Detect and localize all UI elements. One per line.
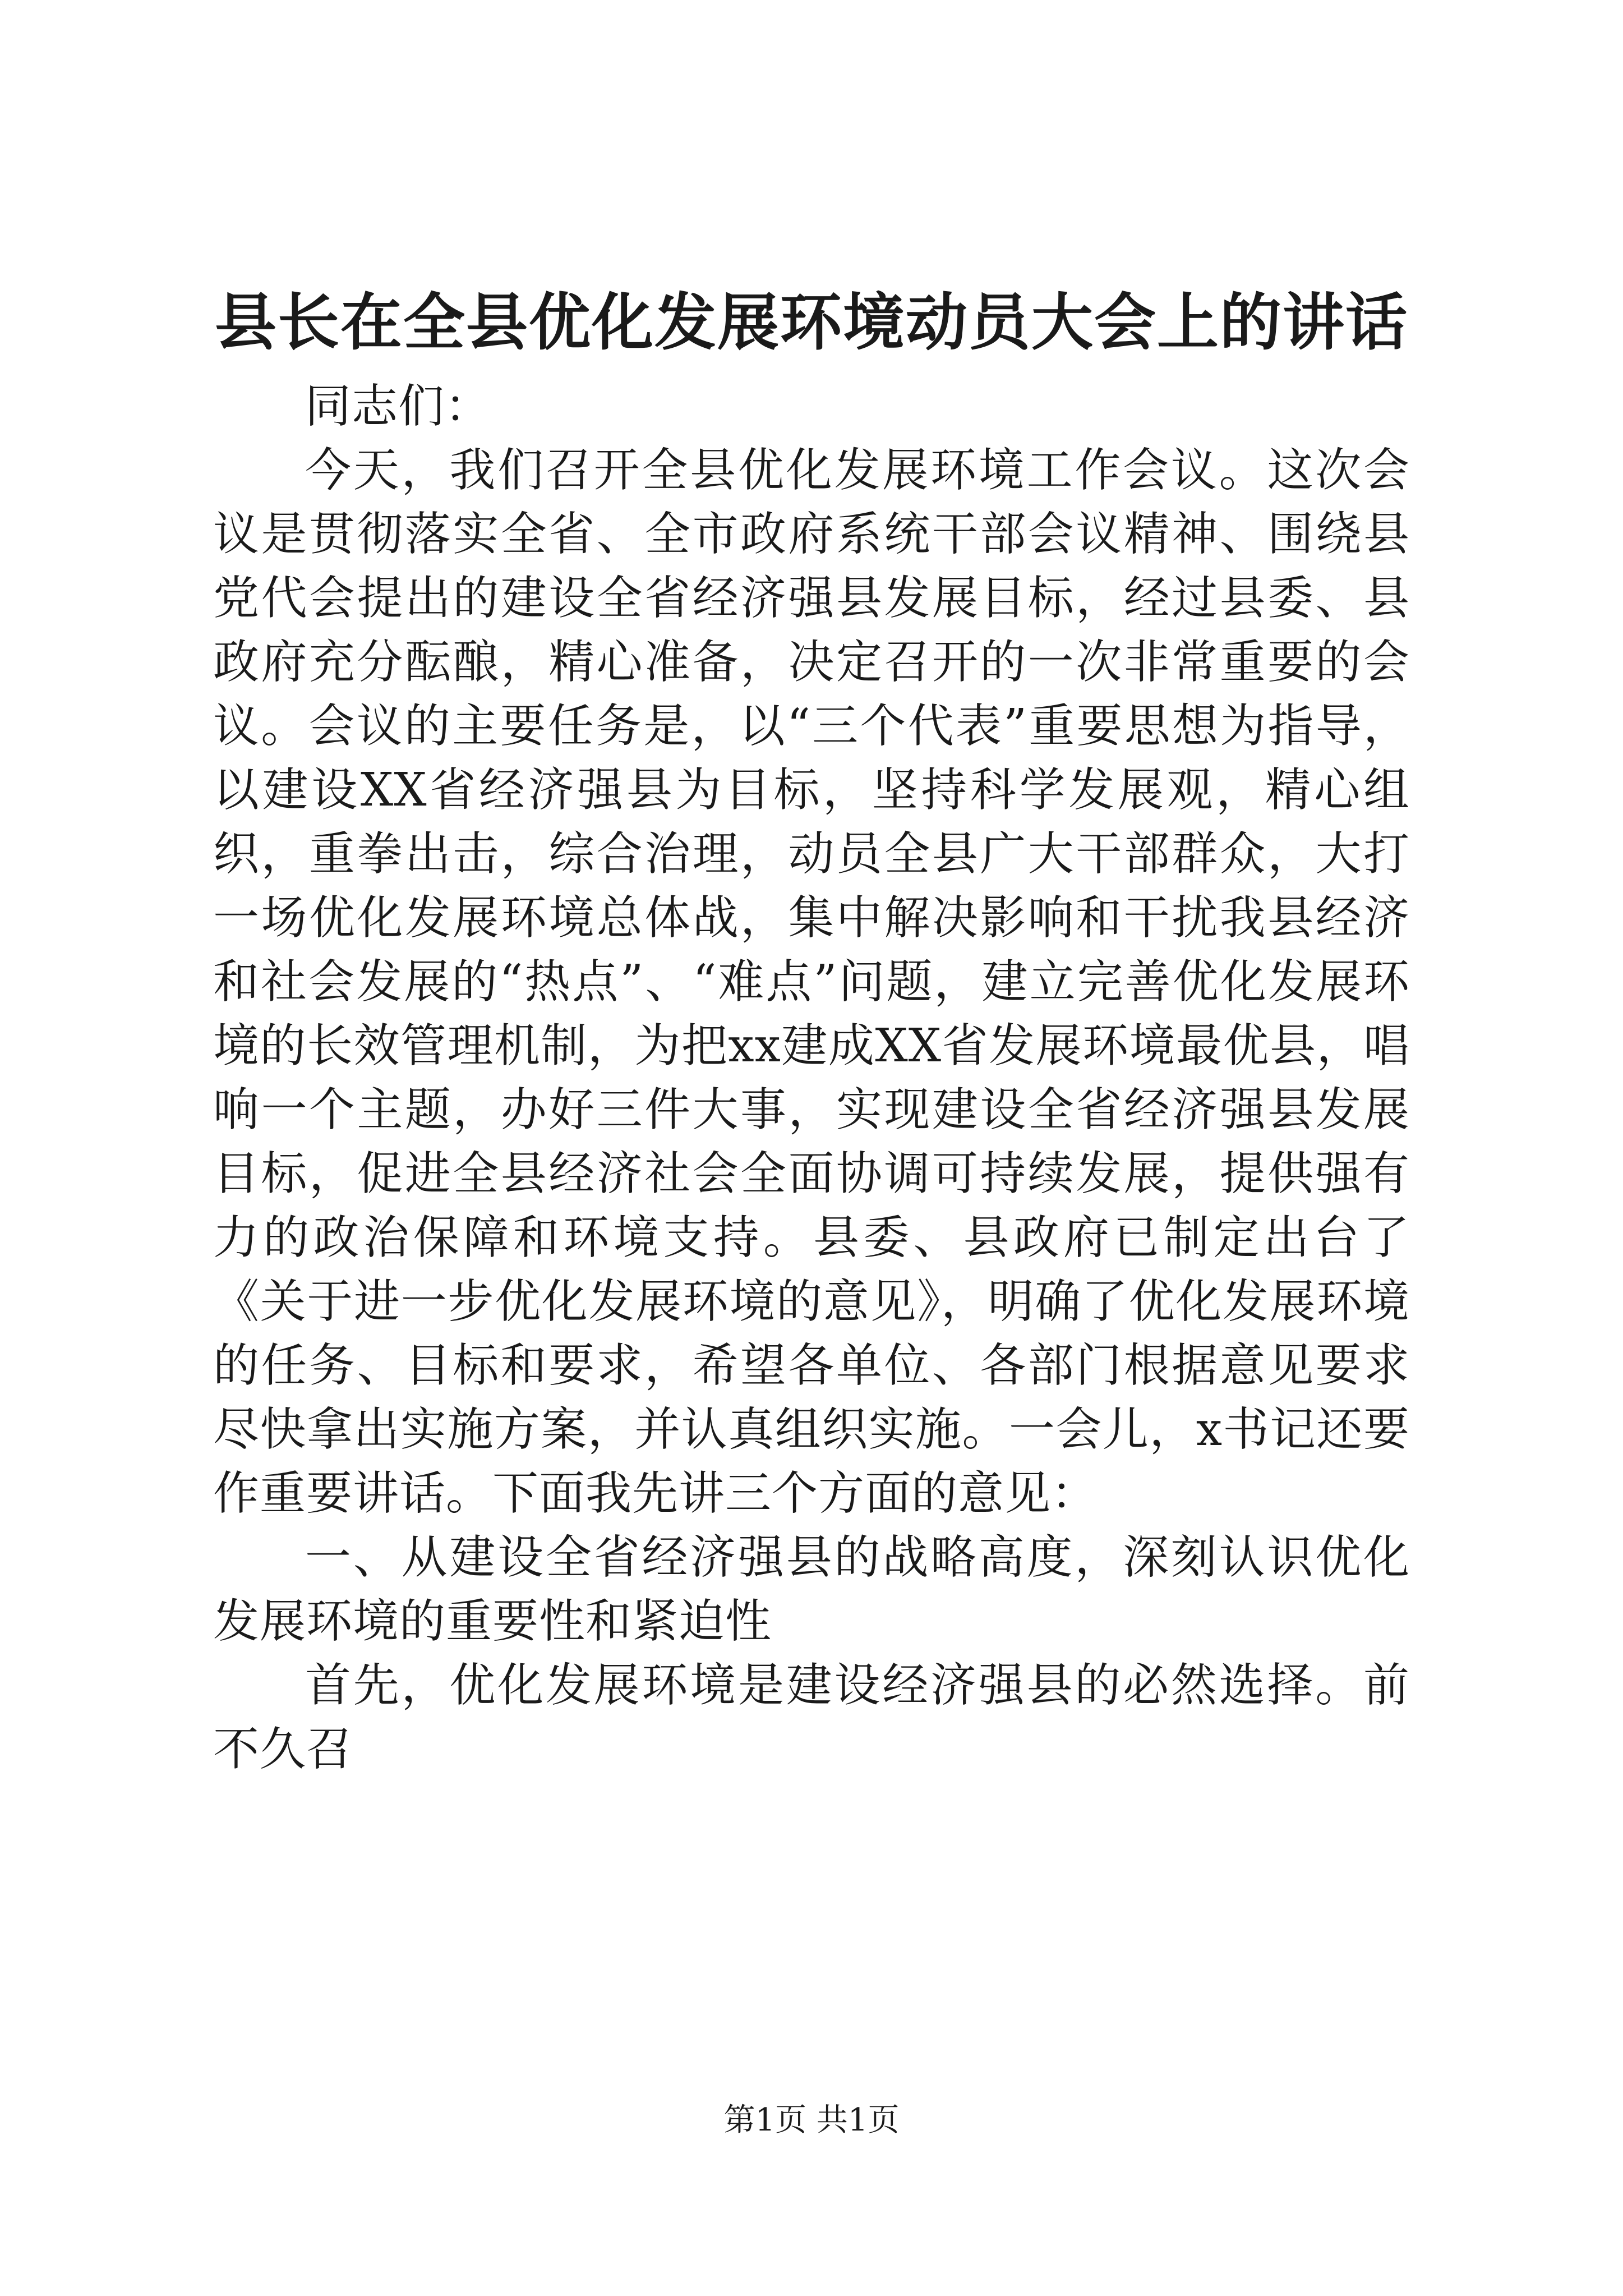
intro-paragraph: 今天，我们召开全县优化发展环境工作会议。这次会议是贯彻落实全省、全市政府系统干部会议精神、围绕县党代会提出的建设全省经济强县发展目标，经过县委、县政府充分酝酿，精心准备，决定召开的一次非常重要的会议。会议的主要任务是，以“三个代表”重要思想为指导，以建设XX省经济强县为目标，坚持科学发展观，精心组织，重拳出击，综合治理，动员全县广大干部群众，大打一场优化发展环境总体战，集中解决影响和干扰我县经济和社会发展的“热点”、“难点”问题，建立完善优化发展环境的长效管理机制，为把xx建成XX省发展环境最优县，唱响一个主题，办好三件大事，实现建设全省经济强县发展目标，促进全县经济社会全面协调可持续发展，提供强有力的政治保障和环境支持。县委、县政府已制定出台了《关于进一步优化发展环境的意见》，明确了优化发展环境的任务、目标和要求，希望各单位、各部门根据意见要求尽快拿出实施方案，并认真组织实施。一会儿，x书记还要作重要讲话。下面我先讲三个方面的意见： [213,444,1410,1520]
section-heading-paragraph: 一、从建设全省经济强县的战略高度，深刻认识优化发展环境的重要性和紧迫性 [213,1531,1410,1648]
salutation-paragraph: 同志们： [305,380,492,433]
page-footer: 第1页 共1页 [723,2102,900,2138]
document-title: 县长在全县优化发展环境动员大会上的讲话 [215,286,1408,358]
first-point-paragraph: 首先，优化发展环境是建设经济强县的必然选择。前不久召 [213,1659,1410,1776]
document-body [213,375,1410,1782]
